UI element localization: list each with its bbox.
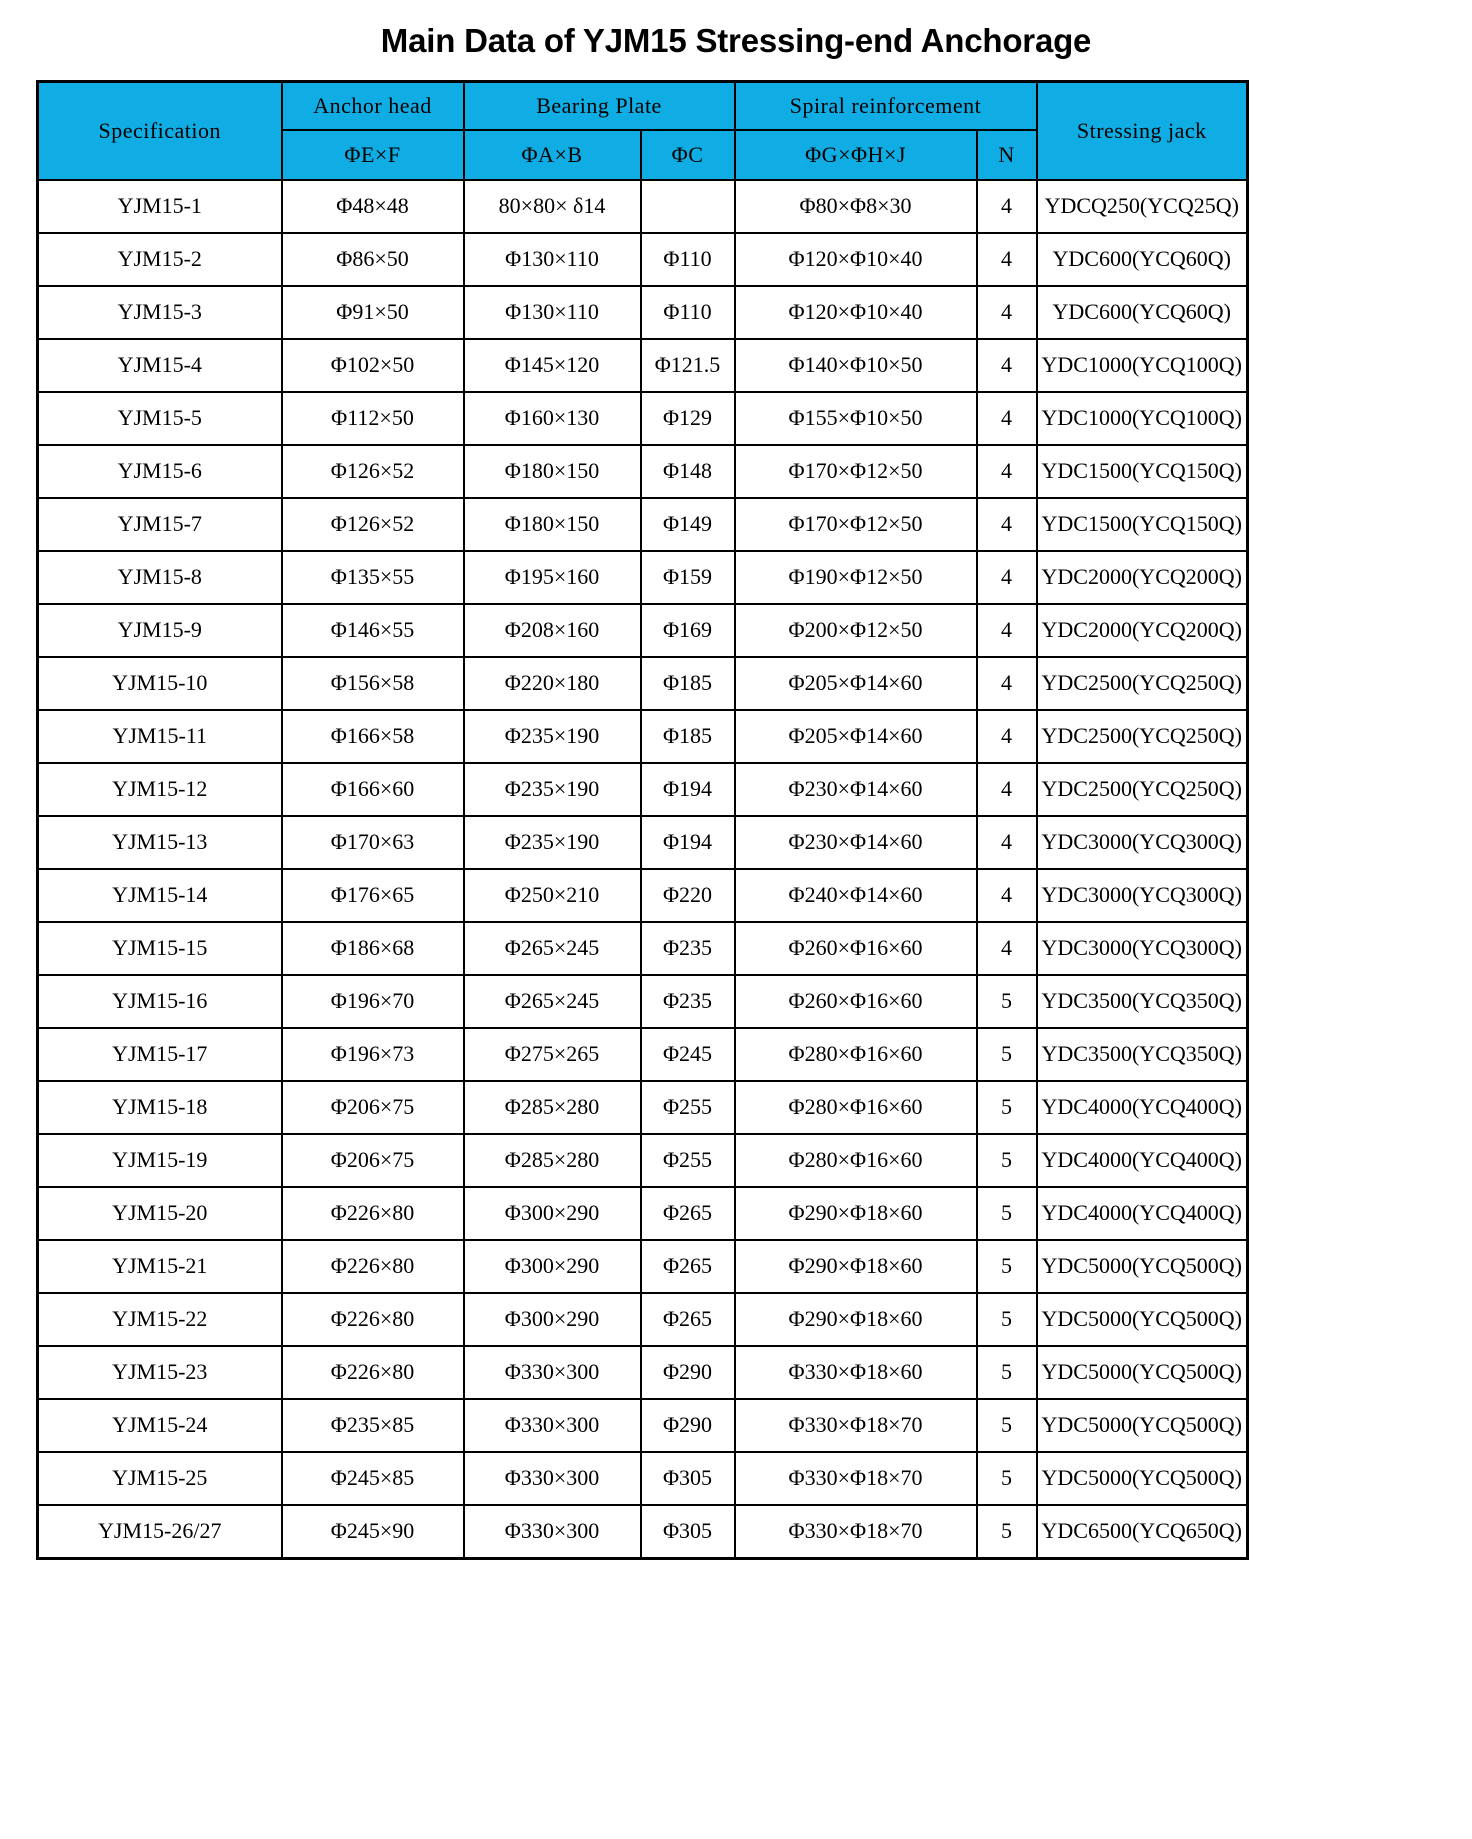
cell-bearing-plate-c: Φ235	[641, 922, 735, 975]
cell-bearing-plate-ab: Φ330×300	[464, 1399, 641, 1452]
cell-specification: YJM15-11	[38, 710, 282, 763]
cell-anchor-head-ef: Φ226×80	[282, 1187, 464, 1240]
cell-bearing-plate-ab: Φ235×190	[464, 816, 641, 869]
cell-spiral-n: 4	[977, 816, 1037, 869]
cell-stressing-jack: YDC3000(YCQ300Q)	[1037, 869, 1248, 922]
cell-stressing-jack: YDC3000(YCQ300Q)	[1037, 922, 1248, 975]
cell-spiral-ghj: Φ230×Φ14×60	[735, 816, 977, 869]
table-row	[38, 975, 1248, 1028]
table-row	[38, 816, 1248, 869]
cell-stressing-jack: YDC6500(YCQ650Q)	[1037, 1505, 1248, 1559]
cell-anchor-head-ef: Φ102×50	[282, 339, 464, 392]
table-row	[38, 1240, 1248, 1293]
anchorage-data-table	[36, 80, 1249, 1560]
column-header-anchor-head-ef: ΦE×F	[282, 130, 464, 180]
cell-anchor-head-ef: Φ126×52	[282, 498, 464, 551]
cell-spiral-ghj: Φ280×Φ16×60	[735, 1028, 977, 1081]
cell-spiral-n: 4	[977, 339, 1037, 392]
cell-anchor-head-ef: Φ186×68	[282, 922, 464, 975]
cell-anchor-head-ef: Φ91×50	[282, 286, 464, 339]
cell-stressing-jack: YDC3500(YCQ350Q)	[1037, 1028, 1248, 1081]
column-header-bearing-plate: Bearing Plate	[464, 82, 735, 131]
cell-spiral-n: 4	[977, 710, 1037, 763]
cell-anchor-head-ef: Φ196×73	[282, 1028, 464, 1081]
table-row	[38, 498, 1248, 551]
cell-bearing-plate-c: Φ169	[641, 604, 735, 657]
cell-bearing-plate-ab: Φ330×300	[464, 1346, 641, 1399]
cell-spiral-n: 5	[977, 1187, 1037, 1240]
table-container	[0, 80, 1472, 1560]
cell-anchor-head-ef: Φ156×58	[282, 657, 464, 710]
cell-bearing-plate-c: Φ305	[641, 1505, 735, 1559]
column-header-stressing-jack: Stressing jack	[1037, 82, 1248, 181]
cell-bearing-plate-ab: Φ130×110	[464, 233, 641, 286]
cell-bearing-plate-c: Φ265	[641, 1240, 735, 1293]
cell-spiral-n: 4	[977, 180, 1037, 233]
column-header-anchor-head: Anchor head	[282, 82, 464, 131]
cell-anchor-head-ef: Φ206×75	[282, 1081, 464, 1134]
cell-bearing-plate-ab: Φ235×190	[464, 710, 641, 763]
cell-stressing-jack: YDC3000(YCQ300Q)	[1037, 816, 1248, 869]
cell-spiral-ghj: Φ330×Φ18×70	[735, 1505, 977, 1559]
cell-stressing-jack: YDC1000(YCQ100Q)	[1037, 392, 1248, 445]
table-row	[38, 763, 1248, 816]
table-row	[38, 180, 1248, 233]
cell-stressing-jack: YDC4000(YCQ400Q)	[1037, 1134, 1248, 1187]
cell-spiral-ghj: Φ230×Φ14×60	[735, 763, 977, 816]
cell-stressing-jack: YDC4000(YCQ400Q)	[1037, 1081, 1248, 1134]
cell-spiral-n: 5	[977, 1505, 1037, 1559]
cell-bearing-plate-c: Φ290	[641, 1346, 735, 1399]
cell-stressing-jack: YDC2500(YCQ250Q)	[1037, 763, 1248, 816]
cell-anchor-head-ef: Φ126×52	[282, 445, 464, 498]
cell-anchor-head-ef: Φ166×60	[282, 763, 464, 816]
cell-spiral-ghj: Φ240×Φ14×60	[735, 869, 977, 922]
table-row	[38, 1187, 1248, 1240]
cell-specification: YJM15-3	[38, 286, 282, 339]
cell-stressing-jack: YDC1000(YCQ100Q)	[1037, 339, 1248, 392]
cell-specification: YJM15-21	[38, 1240, 282, 1293]
cell-anchor-head-ef: Φ245×90	[282, 1505, 464, 1559]
cell-spiral-n: 4	[977, 869, 1037, 922]
cell-spiral-ghj: Φ290×Φ18×60	[735, 1240, 977, 1293]
cell-bearing-plate-ab: Φ300×290	[464, 1240, 641, 1293]
cell-specification: YJM15-9	[38, 604, 282, 657]
cell-bearing-plate-c: Φ255	[641, 1081, 735, 1134]
cell-spiral-ghj: Φ290×Φ18×60	[735, 1293, 977, 1346]
table-row	[38, 1134, 1248, 1187]
cell-specification: YJM15-16	[38, 975, 282, 1028]
cell-anchor-head-ef: Φ226×80	[282, 1240, 464, 1293]
cell-spiral-n: 5	[977, 1240, 1037, 1293]
cell-bearing-plate-ab: Φ220×180	[464, 657, 641, 710]
cell-spiral-ghj: Φ120×Φ10×40	[735, 233, 977, 286]
cell-specification: YJM15-2	[38, 233, 282, 286]
cell-spiral-ghj: Φ200×Φ12×50	[735, 604, 977, 657]
cell-bearing-plate-ab: Φ265×245	[464, 922, 641, 975]
table-row	[38, 1452, 1248, 1505]
table-row	[38, 1505, 1248, 1559]
cell-bearing-plate-c: Φ290	[641, 1399, 735, 1452]
table-row	[38, 445, 1248, 498]
cell-anchor-head-ef: Φ226×80	[282, 1293, 464, 1346]
cell-spiral-n: 5	[977, 1134, 1037, 1187]
cell-bearing-plate-ab: Φ300×290	[464, 1187, 641, 1240]
cell-spiral-n: 4	[977, 604, 1037, 657]
table-row	[38, 286, 1248, 339]
cell-specification: YJM15-12	[38, 763, 282, 816]
table-body	[38, 180, 1248, 1559]
cell-specification: YJM15-17	[38, 1028, 282, 1081]
cell-spiral-ghj: Φ205×Φ14×60	[735, 710, 977, 763]
cell-specification: YJM15-10	[38, 657, 282, 710]
cell-bearing-plate-c: Φ129	[641, 392, 735, 445]
column-header-spiral-n: N	[977, 130, 1037, 180]
cell-spiral-n: 5	[977, 1399, 1037, 1452]
table-row	[38, 1399, 1248, 1452]
cell-spiral-ghj: Φ120×Φ10×40	[735, 286, 977, 339]
cell-bearing-plate-ab: Φ180×150	[464, 445, 641, 498]
cell-spiral-ghj: Φ330×Φ18×70	[735, 1452, 977, 1505]
cell-specification: YJM15-18	[38, 1081, 282, 1134]
column-header-bearing-plate-c: ΦC	[641, 130, 735, 180]
cell-stressing-jack: YDC1500(YCQ150Q)	[1037, 445, 1248, 498]
column-header-spiral-ghj: ΦG×ΦH×J	[735, 130, 977, 180]
table-row	[38, 869, 1248, 922]
cell-stressing-jack: YDC2000(YCQ200Q)	[1037, 604, 1248, 657]
cell-bearing-plate-c: Φ265	[641, 1293, 735, 1346]
cell-specification: YJM15-14	[38, 869, 282, 922]
cell-bearing-plate-c: Φ245	[641, 1028, 735, 1081]
cell-specification: YJM15-8	[38, 551, 282, 604]
cell-bearing-plate-c: Φ110	[641, 233, 735, 286]
cell-stressing-jack: YDC1500(YCQ150Q)	[1037, 498, 1248, 551]
cell-bearing-plate-ab: 80×80× δ14	[464, 180, 641, 233]
cell-bearing-plate-ab: Φ285×280	[464, 1134, 641, 1187]
cell-spiral-n: 4	[977, 286, 1037, 339]
cell-bearing-plate-c: Φ194	[641, 763, 735, 816]
cell-specification: YJM15-26/27	[38, 1505, 282, 1559]
cell-bearing-plate-ab: Φ160×130	[464, 392, 641, 445]
cell-bearing-plate-c: Φ194	[641, 816, 735, 869]
table-row	[38, 392, 1248, 445]
cell-bearing-plate-c: Φ265	[641, 1187, 735, 1240]
cell-bearing-plate-c: Φ305	[641, 1452, 735, 1505]
cell-spiral-n: 4	[977, 498, 1037, 551]
cell-spiral-n: 5	[977, 975, 1037, 1028]
cell-spiral-ghj: Φ330×Φ18×70	[735, 1399, 977, 1452]
cell-stressing-jack: YDC5000(YCQ500Q)	[1037, 1240, 1248, 1293]
cell-bearing-plate-ab: Φ300×290	[464, 1293, 641, 1346]
cell-bearing-plate-c: Φ148	[641, 445, 735, 498]
cell-specification: YJM15-22	[38, 1293, 282, 1346]
cell-anchor-head-ef: Φ112×50	[282, 392, 464, 445]
cell-spiral-n: 5	[977, 1346, 1037, 1399]
cell-stressing-jack: YDC2500(YCQ250Q)	[1037, 657, 1248, 710]
table-row	[38, 1081, 1248, 1134]
cell-spiral-n: 5	[977, 1293, 1037, 1346]
cell-bearing-plate-c: Φ220	[641, 869, 735, 922]
cell-spiral-ghj: Φ260×Φ16×60	[735, 922, 977, 975]
cell-spiral-ghj: Φ155×Φ10×50	[735, 392, 977, 445]
column-header-spiral-reinforcement: Spiral reinforcement	[735, 82, 1037, 131]
table-row	[38, 1346, 1248, 1399]
cell-bearing-plate-c: Φ185	[641, 657, 735, 710]
cell-spiral-n: 4	[977, 763, 1037, 816]
cell-bearing-plate-ab: Φ208×160	[464, 604, 641, 657]
cell-spiral-n: 5	[977, 1452, 1037, 1505]
cell-stressing-jack: YDC5000(YCQ500Q)	[1037, 1452, 1248, 1505]
cell-specification: YJM15-6	[38, 445, 282, 498]
cell-bearing-plate-ab: Φ145×120	[464, 339, 641, 392]
cell-anchor-head-ef: Φ166×58	[282, 710, 464, 763]
cell-specification: YJM15-20	[38, 1187, 282, 1240]
cell-stressing-jack: YDCQ250(YCQ25Q)	[1037, 180, 1248, 233]
table-row	[38, 604, 1248, 657]
cell-specification: YJM15-1	[38, 180, 282, 233]
table-row	[38, 1028, 1248, 1081]
cell-bearing-plate-c	[641, 180, 735, 233]
cell-stressing-jack: YDC2500(YCQ250Q)	[1037, 710, 1248, 763]
table-row	[38, 710, 1248, 763]
cell-anchor-head-ef: Φ226×80	[282, 1346, 464, 1399]
table-row	[38, 657, 1248, 710]
cell-specification: YJM15-23	[38, 1346, 282, 1399]
cell-bearing-plate-ab: Φ250×210	[464, 869, 641, 922]
cell-specification: YJM15-4	[38, 339, 282, 392]
cell-stressing-jack: YDC4000(YCQ400Q)	[1037, 1187, 1248, 1240]
cell-bearing-plate-ab: Φ195×160	[464, 551, 641, 604]
cell-bearing-plate-c: Φ121.5	[641, 339, 735, 392]
cell-bearing-plate-ab: Φ275×265	[464, 1028, 641, 1081]
cell-bearing-plate-c: Φ235	[641, 975, 735, 1028]
cell-anchor-head-ef: Φ146×55	[282, 604, 464, 657]
cell-bearing-plate-ab: Φ265×245	[464, 975, 641, 1028]
cell-anchor-head-ef: Φ176×65	[282, 869, 464, 922]
cell-bearing-plate-ab: Φ330×300	[464, 1505, 641, 1559]
cell-anchor-head-ef: Φ196×70	[282, 975, 464, 1028]
cell-spiral-ghj: Φ80×Φ8×30	[735, 180, 977, 233]
cell-spiral-n: 4	[977, 657, 1037, 710]
table-header	[38, 82, 1248, 181]
table-row	[38, 339, 1248, 392]
cell-stressing-jack: YDC600(YCQ60Q)	[1037, 233, 1248, 286]
cell-anchor-head-ef: Φ206×75	[282, 1134, 464, 1187]
cell-stressing-jack: YDC3500(YCQ350Q)	[1037, 975, 1248, 1028]
table-row	[38, 551, 1248, 604]
cell-anchor-head-ef: Φ235×85	[282, 1399, 464, 1452]
cell-stressing-jack: YDC5000(YCQ500Q)	[1037, 1399, 1248, 1452]
page-title: Main Data of YJM15 Stressing-end Anchorage	[380, 22, 1092, 59]
cell-bearing-plate-c: Φ159	[641, 551, 735, 604]
table-row	[38, 1293, 1248, 1346]
cell-bearing-plate-c: Φ149	[641, 498, 735, 551]
cell-spiral-ghj: Φ170×Φ12×50	[735, 498, 977, 551]
table-row	[38, 922, 1248, 975]
column-header-bearing-plate-ab: ΦA×B	[464, 130, 641, 180]
cell-spiral-n: 5	[977, 1081, 1037, 1134]
cell-spiral-n: 4	[977, 551, 1037, 604]
cell-spiral-n: 5	[977, 1028, 1037, 1081]
cell-spiral-ghj: Φ170×Φ12×50	[735, 445, 977, 498]
cell-anchor-head-ef: Φ135×55	[282, 551, 464, 604]
cell-specification: YJM15-7	[38, 498, 282, 551]
cell-anchor-head-ef: Φ86×50	[282, 233, 464, 286]
cell-spiral-ghj: Φ190×Φ12×50	[735, 551, 977, 604]
cell-spiral-ghj: Φ290×Φ18×60	[735, 1187, 977, 1240]
cell-specification: YJM15-5	[38, 392, 282, 445]
cell-specification: YJM15-15	[38, 922, 282, 975]
cell-spiral-ghj: Φ205×Φ14×60	[735, 657, 977, 710]
cell-stressing-jack: YDC600(YCQ60Q)	[1037, 286, 1248, 339]
cell-spiral-ghj: Φ140×Φ10×50	[735, 339, 977, 392]
cell-bearing-plate-c: Φ110	[641, 286, 735, 339]
header-row-group	[38, 82, 1248, 131]
column-header-specification: Specification	[38, 82, 282, 181]
cell-anchor-head-ef: Φ48×48	[282, 180, 464, 233]
cell-bearing-plate-ab: Φ285×280	[464, 1081, 641, 1134]
cell-spiral-ghj: Φ280×Φ16×60	[735, 1081, 977, 1134]
cell-spiral-ghj: Φ280×Φ16×60	[735, 1134, 977, 1187]
cell-anchor-head-ef: Φ245×85	[282, 1452, 464, 1505]
cell-spiral-n: 4	[977, 233, 1037, 286]
cell-bearing-plate-ab: Φ180×150	[464, 498, 641, 551]
cell-bearing-plate-ab: Φ235×190	[464, 763, 641, 816]
cell-specification: YJM15-13	[38, 816, 282, 869]
cell-spiral-ghj: Φ330×Φ18×60	[735, 1346, 977, 1399]
cell-specification: YJM15-19	[38, 1134, 282, 1187]
cell-spiral-n: 4	[977, 922, 1037, 975]
cell-stressing-jack: YDC5000(YCQ500Q)	[1037, 1293, 1248, 1346]
cell-anchor-head-ef: Φ170×63	[282, 816, 464, 869]
table-row	[38, 233, 1248, 286]
cell-bearing-plate-c: Φ255	[641, 1134, 735, 1187]
cell-spiral-n: 4	[977, 392, 1037, 445]
cell-stressing-jack: YDC2000(YCQ200Q)	[1037, 551, 1248, 604]
cell-specification: YJM15-24	[38, 1399, 282, 1452]
cell-bearing-plate-ab: Φ130×110	[464, 286, 641, 339]
cell-spiral-n: 4	[977, 445, 1037, 498]
cell-bearing-plate-c: Φ185	[641, 710, 735, 763]
cell-specification: YJM15-25	[38, 1452, 282, 1505]
cell-spiral-ghj: Φ260×Φ16×60	[735, 975, 977, 1028]
cell-stressing-jack: YDC5000(YCQ500Q)	[1037, 1346, 1248, 1399]
cell-bearing-plate-ab: Φ330×300	[464, 1452, 641, 1505]
